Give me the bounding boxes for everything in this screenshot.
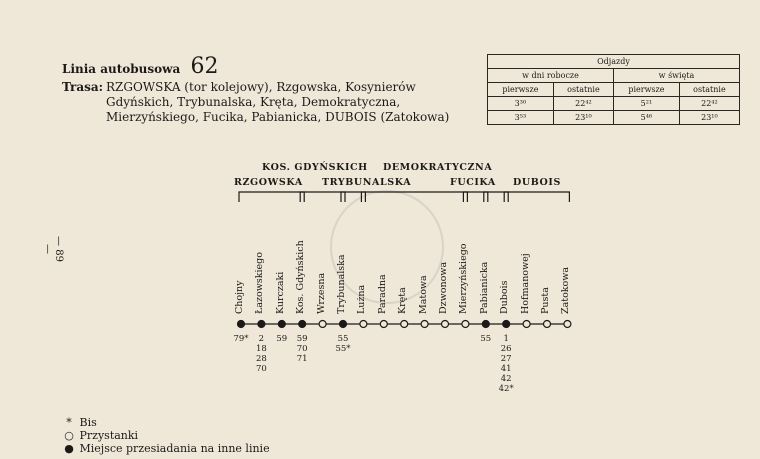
stop-name: Lużna (356, 284, 368, 314)
legend-row-stop (62, 429, 270, 442)
route-text: RZGOWSKA (tor kolejowy), Rzgowska, Kosynierów Gdyńskich, Trybunalska, Kręta, Demokratyczna, Mierzyńskiego, Fucika, Pabianicka, DUBOIS (Zatokowa) (106, 80, 450, 124)
group-holidays: w święta (613, 69, 739, 83)
street-kos-gdynskich: KOS. GDYŃSKICH (262, 162, 368, 173)
stop-marker (442, 321, 449, 328)
street-bracket (300, 192, 345, 202)
stop-name: Łazowskiego (254, 252, 266, 314)
stop-name: Paradna (376, 274, 388, 314)
street-fucika: FUCIKA (450, 177, 496, 188)
col-last-weekday: ostatnie (553, 83, 613, 97)
legend (62, 416, 270, 455)
transfer-line-number: 55 (337, 334, 349, 344)
group-weekdays: w dni robocze (488, 69, 614, 83)
street-bracket (504, 192, 569, 202)
dep-cell: 3³⁰ (488, 97, 554, 111)
col-first-weekday: pierwsze (488, 83, 554, 97)
stop-marker (462, 321, 469, 328)
transfer-line-number: 28 (255, 354, 267, 364)
street-dubois: DUBOIS (513, 177, 561, 188)
stop-name: Kurczaki (274, 271, 286, 314)
dep-cell: 5⁴⁶ (613, 111, 679, 125)
legend-text: Miejsce przesiadania na inne linie (79, 442, 270, 455)
stop-name: Pusta (540, 287, 551, 314)
transfer-stop-marker (238, 321, 245, 328)
transfer-line-number: 59 (276, 334, 288, 344)
col-last-holiday: ostatnie (679, 83, 739, 97)
transfer-stop-marker (258, 321, 265, 328)
stop-marker (564, 321, 571, 328)
legend-row-transfer (62, 442, 270, 455)
stop-name: Chojny (234, 280, 245, 314)
stop-marker (523, 321, 530, 328)
transfer-list (289, 334, 315, 364)
stop-name: Kręta (397, 287, 409, 314)
stop-name: Pabianicka (478, 261, 490, 314)
transfer-line-number: 79* (233, 334, 249, 344)
legend-mark: * (66, 416, 72, 429)
stop-name: Kos. Gdyńskich (295, 240, 307, 314)
transfer-list (330, 334, 356, 354)
transfer-line-number: 41 (500, 364, 512, 374)
transfer-line-number: 27 (500, 354, 512, 364)
transfer-line-number: 1 (503, 334, 509, 344)
legend-text: Bis (79, 416, 97, 429)
stop-name: Wrzesna (315, 272, 327, 314)
transfer-line-number: 42* (498, 384, 514, 394)
transfer-stop-marker (299, 321, 306, 328)
legend-text: Przystanki (79, 429, 139, 442)
stop-marker (360, 321, 367, 328)
filled-circle-icon: ● (64, 442, 74, 455)
dep-cell: 3⁵³ (488, 111, 554, 125)
stop-name: Dzwonowa (438, 261, 449, 314)
transfer-line-number: 70 (255, 364, 267, 374)
dep-cell: 23¹⁰ (679, 111, 739, 125)
transfer-stop-marker (503, 321, 510, 328)
transfer-line-number: 42 (500, 374, 512, 384)
transfer-line-number: 71 (296, 354, 308, 364)
stop-marker (380, 321, 387, 328)
line-label: Linia autobusowa (62, 62, 181, 76)
transfer-line-number: 18 (255, 344, 267, 354)
transfer-line-number: 55* (335, 344, 351, 354)
transfer-list (493, 334, 519, 394)
transfer-stop-marker (482, 321, 489, 328)
transfer-stop-marker (340, 321, 347, 328)
stop-name: Dubois (499, 280, 511, 314)
street-trybunalska: TRYBUNALSKA (322, 177, 412, 188)
dep-cell: 22⁴² (679, 97, 739, 111)
street-demokratyczna: DEMOKRATYCZNA (383, 162, 493, 173)
stop-marker (544, 321, 551, 328)
stop-name: Matowa (417, 275, 429, 314)
street-brackets (239, 192, 569, 202)
transfer-line-number: 70 (296, 344, 308, 354)
street-bracket (239, 192, 304, 202)
stop-name: Mierzyńskiego (458, 243, 470, 314)
street-bracket (361, 192, 467, 202)
line-number: 62 (190, 54, 219, 79)
transfer-line-number: 26 (500, 344, 512, 354)
page-number: — 89 — (42, 236, 64, 262)
stop-marker (319, 321, 326, 328)
stop-name: Trybunalska (336, 254, 347, 314)
stop-name: Zatokowa (560, 266, 572, 314)
col-first-holiday: pierwsze (613, 83, 679, 97)
departures-title: Odjazdy (488, 55, 740, 69)
stop-name: Hofmanowej (519, 253, 531, 314)
open-circle-icon: ○ (64, 429, 74, 442)
dep-cell: 22⁴² (553, 97, 613, 111)
dep-cell: 23¹⁰ (553, 111, 613, 125)
stop-marker (401, 321, 408, 328)
transfer-line-number: 2 (258, 334, 265, 344)
street-rzgowska: RZGOWSKA (234, 177, 303, 188)
transfer-line-number: 59 (296, 334, 308, 344)
dep-cell: 5²¹ (613, 97, 679, 111)
legend-row-bis (62, 416, 270, 429)
transfer-line-number: 55 (480, 334, 492, 344)
transfer-stop-marker (278, 321, 285, 328)
stop-marker (421, 321, 428, 328)
route-label: Trasa: (62, 80, 104, 94)
